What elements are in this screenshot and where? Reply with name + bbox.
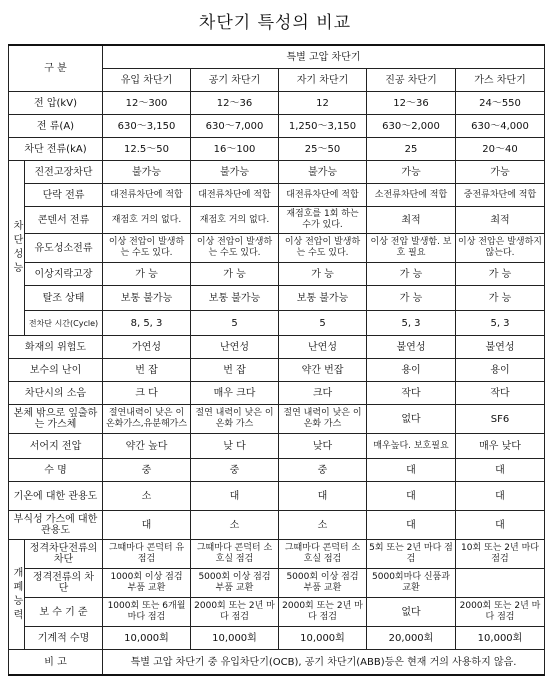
table-row — [9, 161, 545, 184]
row-label: 단락 전류 — [25, 184, 103, 207]
row-label: 보수의 난이 — [9, 359, 103, 382]
group-label-breaking: 차단성능 — [9, 161, 25, 336]
table-cell: 없다 — [367, 405, 456, 434]
table-cell: 5000회마다 신품과 교환 — [367, 569, 456, 598]
table-cell: 용이 — [367, 359, 456, 382]
table-cell: 번 잡 — [191, 359, 279, 382]
table-cell: 이상 전압이 발생하는 수도 있다. — [103, 234, 191, 263]
table-cell: 크다 — [279, 382, 367, 405]
table-cell: 중 — [103, 459, 191, 482]
table-cell: 5000회 이상 점검 부품 교환 — [279, 569, 367, 598]
table-cell: 가능 — [456, 161, 545, 184]
page-title: 차단기 특성의 비교 — [198, 13, 352, 33]
table-cell: 630～7,000 — [191, 115, 279, 138]
row-label: 부식성 가스에 대한 관용도 — [9, 511, 103, 540]
table-cell: 16～100 — [191, 138, 279, 161]
column-header: 자기 차단기 — [279, 69, 367, 92]
table-cell: 5 — [191, 311, 279, 336]
table-cell: 10,000회 — [456, 627, 545, 650]
table-cell: 12 — [279, 92, 367, 115]
table-cell: 불가능 — [279, 161, 367, 184]
table-cell: 12～36 — [191, 92, 279, 115]
table-cell: 대전류차단에 적합 — [103, 184, 191, 207]
row-label: 정격차단전류의 차단 — [25, 540, 103, 569]
table-cell: 소 — [103, 482, 191, 511]
row-label: 이상지락고장 — [25, 263, 103, 286]
table-cell: 난연성 — [279, 336, 367, 359]
table-cell: 불연성 — [456, 336, 545, 359]
table-row — [9, 382, 545, 405]
column-header: 가스 차단기 — [456, 69, 545, 92]
table-cell: 이상 전압이 발생하는 수도 있다. — [191, 234, 279, 263]
table-cell: 보통 불가능 — [103, 286, 191, 311]
table-cell: 불연성 — [367, 336, 456, 359]
row-label: 유도성소전류 — [25, 234, 103, 263]
table-cell: 재점호 거의 없다. — [103, 207, 191, 234]
table-cell: 12.5～50 — [103, 138, 191, 161]
table-cell: 대전류차단에 적합 — [279, 184, 367, 207]
table-cell: 용이 — [456, 359, 545, 382]
table-cell: 가 능 — [367, 263, 456, 286]
table-cell: 매우높다. 보호필요 — [367, 434, 456, 459]
note-label: 비 고 — [9, 650, 103, 676]
table-row — [9, 627, 545, 650]
row-label: 탈조 상태 — [25, 286, 103, 311]
table-cell: 작다 — [456, 382, 545, 405]
table-cell: 그때마다 콘덕터 유 점검 — [103, 540, 191, 569]
table-cell: 약간 높다 — [103, 434, 191, 459]
row-label: 정격전류의 차 단 — [25, 569, 103, 598]
table-cell: 불가능 — [103, 161, 191, 184]
table-cell: 24～550 — [456, 92, 545, 115]
row-label: 수 명 — [9, 459, 103, 482]
table-cell: 630～4,000 — [456, 115, 545, 138]
table-row — [9, 92, 545, 115]
table-cell: 가 능 — [456, 286, 545, 311]
column-header: 공기 차단기 — [191, 69, 279, 92]
table-cell: 이상 전압이 발생하는 수도 있다. — [279, 234, 367, 263]
note-text: 특별 고압 차단기 중 유입차단기(OCB), 공기 차단기(ABB)등은 현재 거의 사용하지 않음. — [103, 650, 545, 676]
table-cell: 대 — [367, 459, 456, 482]
table-cell: 630～3,150 — [103, 115, 191, 138]
table-cell: 가능 — [367, 161, 456, 184]
table-cell: 630～2,000 — [367, 115, 456, 138]
row-label: 화재의 위험도 — [9, 336, 103, 359]
table-cell: 가 능 — [191, 263, 279, 286]
table-row — [9, 234, 545, 263]
table-cell: 중 — [191, 459, 279, 482]
table-cell: 5, 3 — [456, 311, 545, 336]
table-cell: 중전류차단에 적합 — [456, 184, 545, 207]
table-cell: 대 — [279, 482, 367, 511]
table-cell: 2000회 또는 2년 마다 점검 — [191, 598, 279, 627]
table-cell: 없다 — [367, 598, 456, 627]
table-cell: 대 — [367, 482, 456, 511]
table-cell: 대 — [456, 482, 545, 511]
table-cell: 대 — [191, 482, 279, 511]
table-cell: 불가능 — [191, 161, 279, 184]
row-label: 보 수 기 준 — [25, 598, 103, 627]
table-cell: 10,000회 — [191, 627, 279, 650]
table-cell: 가 능 — [279, 263, 367, 286]
comparison-table — [8, 44, 545, 676]
table-cell: 낮다 — [279, 434, 367, 459]
table-cell: 가 능 — [367, 286, 456, 311]
table-row — [9, 336, 545, 359]
group-label-maintenance: 개폐능력 — [9, 540, 25, 650]
row-label: 전차단 시간(Cycle) — [25, 311, 103, 336]
table-cell: 절연 내력이 낮은 이온화 가스 — [191, 405, 279, 434]
table-cell: 5 — [279, 311, 367, 336]
table-cell: 1000회 또는 6개월 마다 점검 — [103, 598, 191, 627]
row-label: 기온에 대한 관용도 — [9, 482, 103, 511]
table-cell: 소 — [191, 511, 279, 540]
table-row — [9, 311, 545, 336]
table-cell: 번 잡 — [103, 359, 191, 382]
table-cell: 10,000회 — [103, 627, 191, 650]
header-group: 특별 고압 차단기 — [103, 45, 545, 69]
row-label: 전 류(A) — [9, 115, 103, 138]
table-cell: 대 — [103, 511, 191, 540]
table-cell: 이상 전압 발생함. 보호 필요 — [367, 234, 456, 263]
table-cell: 가연성 — [103, 336, 191, 359]
table-cell: 25 — [367, 138, 456, 161]
row-label: 서어지 전압 — [9, 434, 103, 459]
row-label: 차단 전류(kA) — [9, 138, 103, 161]
table-cell: 12～36 — [367, 92, 456, 115]
table-row — [9, 434, 545, 459]
table-cell: 1000회 이상 점검 부품 교환 — [103, 569, 191, 598]
table-cell — [456, 569, 545, 598]
row-label: 전 압(kV) — [9, 92, 103, 115]
table-cell: 가 능 — [456, 263, 545, 286]
table-cell: 대전류차단에 적합 — [191, 184, 279, 207]
table-cell: 크 다 — [103, 382, 191, 405]
row-label: 콘덴서 전류 — [25, 207, 103, 234]
table-cell: SF6 — [456, 405, 545, 434]
table-row — [9, 286, 545, 311]
table-cell: 가 능 — [103, 263, 191, 286]
table-cell: 그때마다 콘덕터 소호실 점검 — [191, 540, 279, 569]
table-cell: 20,000회 — [367, 627, 456, 650]
table-row — [9, 540, 545, 569]
table-cell: 매우 낮다 — [456, 434, 545, 459]
table-cell: 대 — [456, 511, 545, 540]
table-cell: 20～40 — [456, 138, 545, 161]
table-cell: 매우 크다 — [191, 382, 279, 405]
table-cell: 1,250～3,150 — [279, 115, 367, 138]
table-row — [9, 459, 545, 482]
table-cell: 소전류차단에 적합 — [367, 184, 456, 207]
table-row — [9, 650, 545, 676]
table-cell: 이상 전압은 발생하지 않는다. — [456, 234, 545, 263]
table-row — [9, 569, 545, 598]
table-row — [9, 405, 545, 434]
table-cell: 10,000회 — [279, 627, 367, 650]
table-cell: 대 — [367, 511, 456, 540]
row-label: 진전고장차단 — [25, 161, 103, 184]
table-cell: 2000회 또는 2년 마다 점검 — [456, 598, 545, 627]
table-cell: 소 — [279, 511, 367, 540]
table-cell: 재점호를 1회 하는 수가 있다. — [279, 207, 367, 234]
table-cell: 5, 3 — [367, 311, 456, 336]
table-cell: 25～50 — [279, 138, 367, 161]
table-cell: 최적 — [367, 207, 456, 234]
column-header: 유입 차단기 — [103, 69, 191, 92]
row-label: 차단시의 소음 — [9, 382, 103, 405]
table-cell: 10회 또는 2년 마다 점검 — [456, 540, 545, 569]
table-cell: 12～300 — [103, 92, 191, 115]
table-cell: 재점호 거의 없다. — [191, 207, 279, 234]
table-cell: 중 — [279, 459, 367, 482]
table-row — [9, 598, 545, 627]
table-row — [9, 184, 545, 207]
table-cell: 보통 불가능 — [191, 286, 279, 311]
table-cell: 난연성 — [191, 336, 279, 359]
table-row — [9, 138, 545, 161]
table-row — [9, 511, 545, 540]
table-cell: 약간 번잡 — [279, 359, 367, 382]
table-row — [9, 207, 545, 234]
row-label: 기계적 수명 — [25, 627, 103, 650]
table-cell: 2000회 또는 2년 마다 점검 — [279, 598, 367, 627]
column-header: 진공 차단기 — [367, 69, 456, 92]
table-row — [9, 482, 545, 511]
table-cell: 대 — [456, 459, 545, 482]
table-row — [9, 359, 545, 382]
table-cell: 절연내력이 낮은 이온화가스,유분해가스 — [103, 405, 191, 434]
table-cell: 작다 — [367, 382, 456, 405]
header-category: 구 분 — [9, 45, 103, 92]
table-cell: 그때마다 콘덕터 소호실 점검 — [279, 540, 367, 569]
table-cell: 5000회 이상 점검 부품 교환 — [191, 569, 279, 598]
table-row — [9, 115, 545, 138]
row-label: 본체 밖으로 잎출하는 가스체 — [9, 405, 103, 434]
table-cell: 최적 — [456, 207, 545, 234]
table-row — [9, 263, 545, 286]
table-cell: 보통 불가능 — [279, 286, 367, 311]
table-cell: 5회 또는 2년 마다 점검 — [367, 540, 456, 569]
table-cell: 8, 5, 3 — [103, 311, 191, 336]
table-cell: 절연 내력이 낮은 이온화 가스 — [279, 405, 367, 434]
table-cell: 낮 다 — [191, 434, 279, 459]
